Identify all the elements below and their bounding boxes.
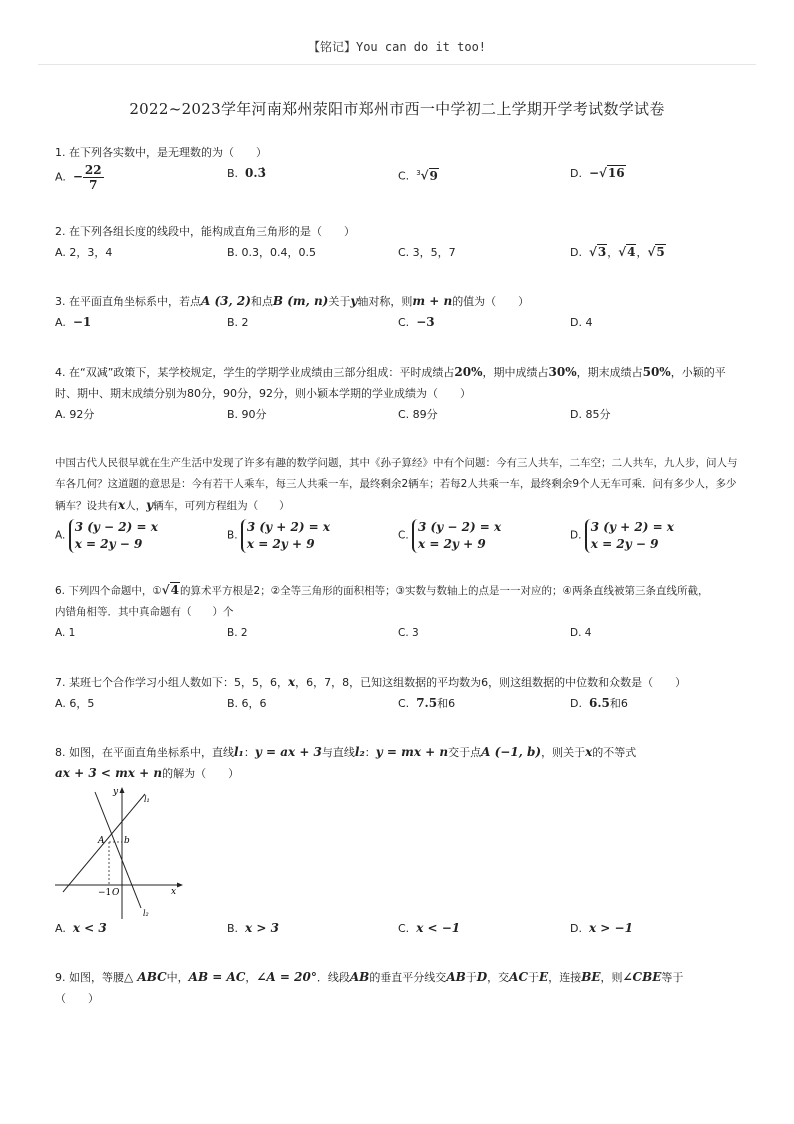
question-5-options xyxy=(55,519,745,559)
radicand: 16 xyxy=(607,166,625,180)
stem-text: （ ） xyxy=(55,992,99,1005)
option-label: C. xyxy=(398,922,410,935)
stem-text: ，交 xyxy=(487,971,510,984)
question-3 xyxy=(55,291,745,334)
equation-system xyxy=(585,519,674,553)
stem-text: 交于点 xyxy=(448,746,482,759)
question-8-options-wrap xyxy=(55,918,745,940)
stem-text: ，则 xyxy=(600,971,623,984)
option-label: B. xyxy=(227,167,239,180)
option-b xyxy=(227,163,266,184)
option-b: B. 2 xyxy=(227,627,248,639)
percent: 20% xyxy=(454,365,483,379)
option-c: C. 89分 xyxy=(398,408,438,421)
equation: y = ax + 3 xyxy=(254,745,322,759)
stem-text: ，期末成绩占 xyxy=(576,366,643,379)
segment: BE xyxy=(581,970,601,984)
segment: AC xyxy=(509,970,529,984)
stem-text: 和点 xyxy=(250,295,273,308)
option-label: D. xyxy=(570,529,582,542)
origin-label: O xyxy=(112,888,120,898)
stem-text: 时、期中、期末成绩分别为80分，90分，92分，则小颖本学期的学业成绩为（ ） xyxy=(55,387,471,400)
question-1-options xyxy=(55,163,745,193)
option-c: C. 3 xyxy=(398,627,419,639)
stem-text: ，6，7，8，已知这组数据的平均数为6，则这组数据的中位数和众数是（ ） xyxy=(295,676,687,689)
option-d xyxy=(570,693,628,714)
option-d xyxy=(570,918,633,939)
stem-text: ，期中成绩占 xyxy=(482,366,549,379)
triangle: △ ABC xyxy=(124,970,167,984)
radicand: 4 xyxy=(627,245,636,259)
question-2 xyxy=(55,221,745,264)
question-9-stem xyxy=(55,967,745,1009)
option-c xyxy=(398,693,455,714)
option-a xyxy=(55,312,91,333)
option-a: A. 92分 xyxy=(55,408,95,421)
option-label: A. xyxy=(55,529,66,542)
question-3-stem xyxy=(55,291,745,312)
question-1 xyxy=(55,142,745,193)
question-8-stem xyxy=(55,742,745,784)
option-label: D. xyxy=(570,167,582,180)
option-value: −1 xyxy=(72,315,92,329)
radicand: 9 xyxy=(429,168,438,183)
option-a: A. 2，3，4 xyxy=(55,246,113,259)
option-value: −3 xyxy=(416,315,435,329)
option-b: B. 2 xyxy=(227,316,249,329)
variable: x xyxy=(118,498,126,512)
question-4 xyxy=(55,362,745,426)
separator: ， xyxy=(636,246,648,259)
y-axis-arrow xyxy=(120,787,125,793)
option-d: D. √3，√4，√5 xyxy=(570,245,665,259)
option-suffix: 和6 xyxy=(437,697,456,710)
stem-text: 7. 某班七个合作学习小组人数如下：5，5，6， xyxy=(55,676,288,689)
point-d: D xyxy=(476,970,488,984)
option-b: B. 6，6 xyxy=(227,697,267,710)
root-index: 3 xyxy=(416,169,421,177)
stem-text: 轴对称，则 xyxy=(357,295,413,308)
option-label: C. xyxy=(398,529,409,542)
stem-text: 的解为（ ） xyxy=(162,767,240,780)
stem-text: ．线段 xyxy=(316,971,350,984)
angle: ∠CBE xyxy=(622,970,662,984)
x-axis-arrow xyxy=(177,883,183,888)
equation: 3 (y + 2) = x xyxy=(246,520,331,534)
question-8-options xyxy=(55,918,745,940)
point-a: A (3, 2) xyxy=(201,294,251,308)
stem-text: ，小颖的平 xyxy=(670,366,726,379)
option-d: D. 85分 xyxy=(570,408,611,421)
percent: 50% xyxy=(642,365,671,379)
stem-text: 9. 如图，等腰 xyxy=(55,971,124,984)
option-d xyxy=(570,519,674,553)
stem-text: 中， xyxy=(166,971,189,984)
colon: ： xyxy=(243,746,255,759)
point-a-label: A xyxy=(98,836,105,846)
stem-text: 6. 下列四个命题中，① xyxy=(55,585,162,597)
segment: AB xyxy=(446,970,466,984)
option-b xyxy=(227,519,330,553)
stem-text: 的算术平方根是2；②全等三角形的面积相等；③实数与数轴上的点是一一对应的；④两条直线被第三条直线所截， xyxy=(180,585,709,597)
option-a: A. 6，5 xyxy=(55,697,95,710)
question-6 xyxy=(55,580,745,645)
page-header: 【铭记】You can do it too! xyxy=(307,40,487,54)
option-b: B. 0.3，0.4，0.5 xyxy=(227,246,317,259)
numerator: 22 xyxy=(84,163,102,177)
option-value: 0.3̇ xyxy=(245,166,266,180)
option-label: A. xyxy=(55,316,66,329)
point-e: E xyxy=(539,970,549,984)
stem-text: 关于 xyxy=(328,295,351,308)
stem-text: 3. 在平面直角坐标系中，若点 xyxy=(55,295,201,308)
y-axis-label: y xyxy=(113,787,119,797)
option-c xyxy=(398,519,501,553)
option-label: B. xyxy=(227,922,239,935)
exam-title: 2022~2023学年河南郑州荥阳市郑州市西一中学初二上学期开学考试数学试卷 xyxy=(129,100,665,118)
equation: 3 (y + 2) = x xyxy=(590,520,674,534)
stem-text: ， xyxy=(245,971,257,984)
angle: ∠A = 20° xyxy=(256,970,317,984)
stem-text: 与直线 xyxy=(321,746,355,759)
option-suffix: 和6 xyxy=(609,697,628,710)
option-a xyxy=(55,918,107,939)
question-4-stem xyxy=(55,362,745,404)
segment: AB xyxy=(349,970,370,984)
option-b: B. 90分 xyxy=(227,408,267,421)
equation: 3 (y − 2) = x xyxy=(418,520,502,534)
option-value: x < 3 xyxy=(72,921,107,935)
option-c xyxy=(398,312,435,333)
minus-sign: − xyxy=(72,169,83,184)
option-d: D. −√16 xyxy=(570,166,625,180)
radicand: 4 xyxy=(170,583,180,597)
stem-text: 辆车？设共有 xyxy=(55,500,118,512)
option-value: x > −1 xyxy=(588,921,633,935)
option-a xyxy=(55,163,104,192)
question-6-options xyxy=(55,623,745,645)
equation: AB = AC xyxy=(188,970,246,984)
option-c: C. $^3$√9 xyxy=(398,168,438,183)
l1-label: l₁ xyxy=(144,795,150,804)
option-a: A. 1 xyxy=(55,627,76,639)
axis-name: y xyxy=(350,294,358,308)
equation: y = mx + n xyxy=(375,745,449,759)
equation: x = 2y + 9 xyxy=(246,537,315,551)
stem-text: 的垂直平分线交 xyxy=(369,971,447,984)
question-2-stem: 2. 在下列各组长度的线段中，能构成直角三角形的是（ ） xyxy=(55,225,355,238)
question-7 xyxy=(55,672,745,715)
line-name: l₁ xyxy=(234,745,244,759)
equation-system xyxy=(241,519,330,553)
coordinate-graph xyxy=(55,786,185,921)
option-c: C. 3，5，7 xyxy=(398,246,456,259)
question-3-options xyxy=(55,312,745,334)
point-b: B (m, n) xyxy=(272,294,329,308)
header-divider xyxy=(38,64,756,65)
radicand: 3 xyxy=(597,245,607,259)
point-a: A (−1, b) xyxy=(481,745,542,759)
question-9 xyxy=(55,967,745,1009)
variable: y xyxy=(146,498,154,512)
option-c xyxy=(398,918,460,939)
question-1-stem: 1. 在下列各实数中，是无理数的为（ ） xyxy=(55,146,267,159)
question-7-stem xyxy=(55,672,745,693)
option-d: D. 4 xyxy=(570,627,592,639)
l2-label: l₂ xyxy=(143,909,149,918)
minus-sign: − xyxy=(588,166,600,180)
option-value: 7.5 xyxy=(416,696,438,710)
stem-text: 的值为（ ） xyxy=(452,295,530,308)
equation: 3 (y − 2) = x xyxy=(74,520,158,534)
stem-text: ，连接 xyxy=(548,971,582,984)
stem-text: 8. 如图，在平面直角坐标系中，直线 xyxy=(55,746,234,759)
option-label: C. xyxy=(398,697,410,710)
stem-text: 中国古代人民很早就在生产生活中发现了许多有趣的数学问题，其中《孙子算经》中有个问题：今有三人共车，二车空；二人共车，九人步，问人与 xyxy=(55,457,738,469)
equation: x = 2y − 9 xyxy=(74,537,143,551)
neg-one-label: −1 xyxy=(98,888,112,898)
equation: x = 2y + 9 xyxy=(418,537,486,551)
stem-text: 辆车，可列方程组为（ ） xyxy=(153,500,290,512)
question-5 xyxy=(55,453,745,559)
option-a xyxy=(55,519,158,553)
fraction xyxy=(83,163,104,192)
x-axis-label: x xyxy=(171,887,177,897)
equation: x = 2y − 9 xyxy=(590,537,659,551)
option-label: A. xyxy=(55,170,66,184)
stem-text: 车各几何？这道题的意思是：今有若干人乘车，每三人共乘一车，最终剩余2辆车；若每2人共乘一车，最终剩余9个人无车可乘．问有多少人，多少 xyxy=(55,478,737,490)
expression: m + n xyxy=(412,294,453,308)
equation-system xyxy=(412,519,501,553)
option-b xyxy=(227,918,279,939)
stem-text: 的不等式 xyxy=(592,746,637,759)
option-value: x > 3 xyxy=(245,921,279,935)
variable: x xyxy=(585,745,593,759)
stem-text: ，则关于 xyxy=(541,746,586,759)
option-value: 6.5 xyxy=(588,696,610,710)
equation-system xyxy=(69,519,158,553)
separator: ， xyxy=(607,246,619,259)
option-label: C. xyxy=(398,169,410,183)
option-value: x < −1 xyxy=(416,921,461,935)
stem-text: 人， xyxy=(125,500,147,512)
stem-text: 内错角相等．其中真命题有（ ）个 xyxy=(55,606,234,618)
option-label: C. xyxy=(398,316,410,329)
option-label: D. xyxy=(570,697,582,710)
option-label: A. xyxy=(55,922,66,935)
radicand: 5 xyxy=(656,245,665,259)
variable: x xyxy=(288,675,296,689)
option-d: D. 4 xyxy=(570,316,593,329)
question-5-stem xyxy=(55,453,745,517)
question-7-options xyxy=(55,693,745,715)
b-label: b xyxy=(124,836,130,846)
stem-text: 4. 在“双减”政策下，某学校规定，学生的学期学业成绩由三部分组成：平时成绩占 xyxy=(55,366,455,379)
stem-text: 于 xyxy=(528,971,540,984)
colon: ： xyxy=(364,746,376,759)
question-2-options xyxy=(55,242,745,264)
question-4-options xyxy=(55,404,745,426)
inequality: ax + 3 < mx + n xyxy=(55,766,163,780)
denominator: 7 xyxy=(89,178,98,192)
percent: 30% xyxy=(548,365,577,379)
option-label: D. xyxy=(570,246,582,259)
stem-text: 于 xyxy=(465,971,477,984)
option-label: B. xyxy=(227,529,238,542)
option-label: D. xyxy=(570,922,582,935)
line-name: l₂ xyxy=(354,745,365,759)
question-6-stem: 6. 下列四个命题中，①√4的算术平方根是2；②全等三角形的面积相等；③实数与数轴上的点是一一对应的；④两条直线被第三条直线所截， 内错角相等．其中真命题有（ ）个 xyxy=(55,583,709,618)
question-8 xyxy=(55,742,745,784)
stem-text: 等于 xyxy=(661,971,684,984)
